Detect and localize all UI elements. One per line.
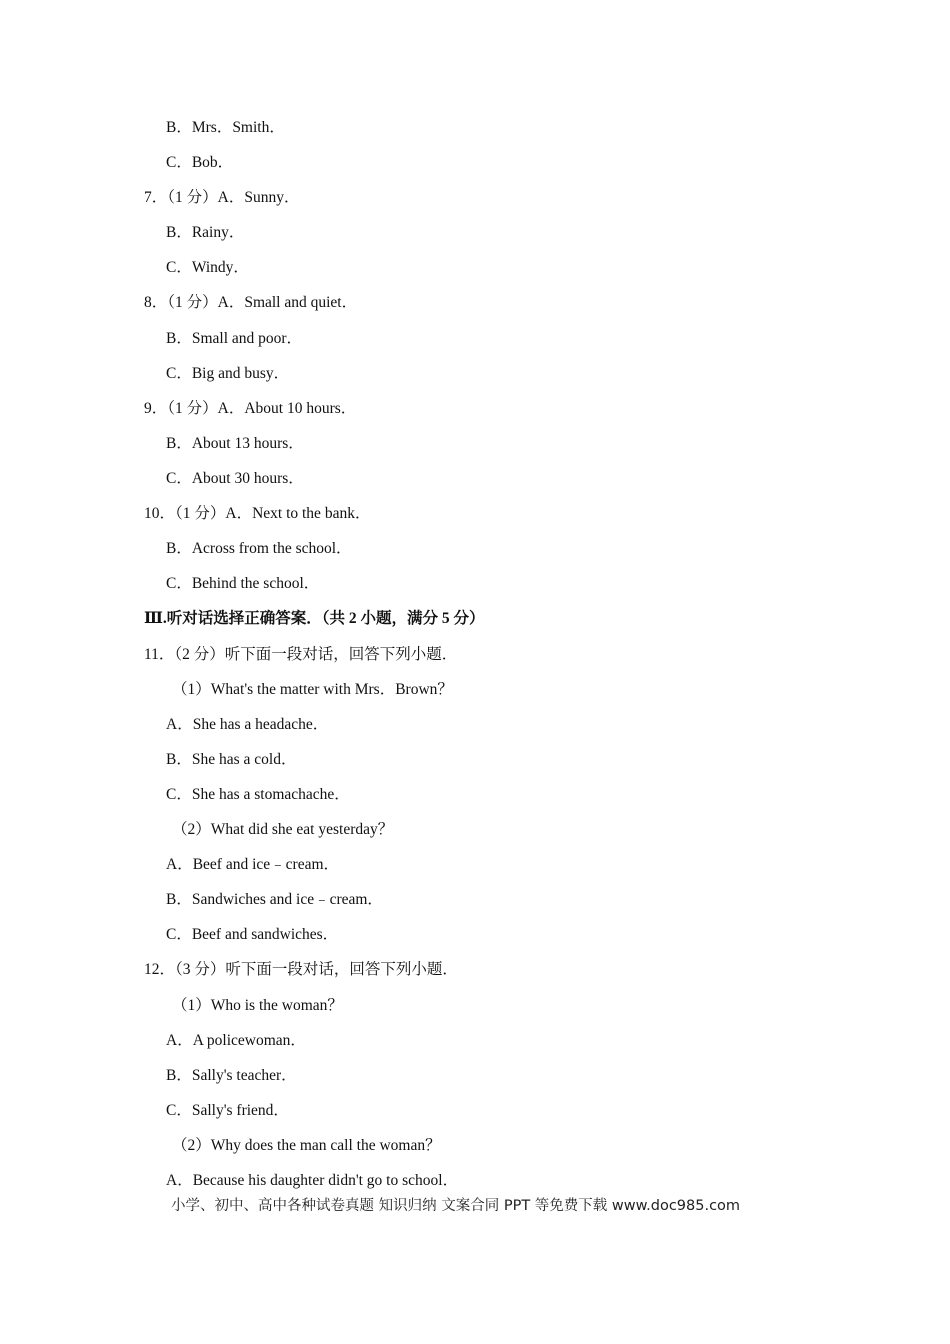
option-line: B．Sally's teacher． xyxy=(166,1067,297,1084)
option-line: B．Mrs．Smith． xyxy=(166,119,285,136)
option-line: C．Behind the school． xyxy=(166,575,320,592)
sub-question: （2）Why does the man call the woman？ xyxy=(172,1137,441,1154)
sub-question: （1）What's the matter with Mrs．Brown？ xyxy=(172,681,453,698)
option-line: A．A policewoman． xyxy=(166,1032,306,1049)
option-line: B．Across from the school． xyxy=(166,540,352,557)
question-7: 7．（1 分）A．Sunny． xyxy=(144,189,300,206)
option-line: B．About 13 hours． xyxy=(166,435,304,452)
option-line: C．Bob． xyxy=(166,154,234,171)
question-11: 11．（2 分）听下面一段对话，回答下列小题． xyxy=(144,646,458,663)
option-line: B．She has a cold． xyxy=(166,751,297,768)
option-line: C．Windy． xyxy=(166,259,249,276)
sub-question: （2）What did she eat yesterday？ xyxy=(172,821,394,838)
option-line: B．Rainy． xyxy=(166,224,245,241)
option-line: C．Sally's friend． xyxy=(166,1102,289,1119)
option-line: A．Beef and ice﹣cream． xyxy=(166,856,340,873)
option-line: C．Beef and sandwiches． xyxy=(166,926,339,943)
option-line: C．Big and busy． xyxy=(166,365,290,382)
page-footer: 小学、初中、高中各种试卷真题 知识归纳 文案合同 PPT 等免费下载 www.doc985.com xyxy=(171,1198,741,1214)
option-line: B．Small and poor． xyxy=(166,330,303,347)
question-10: 10．（1 分）A．Next to the bank． xyxy=(144,505,371,522)
option-line: C．About 30 hours． xyxy=(166,470,304,487)
option-line: C．She has a stomachache． xyxy=(166,786,350,803)
option-line: A．Because his daughter didn't go to school． xyxy=(166,1172,459,1189)
question-9: 9．（1 分）A．About 10 hours． xyxy=(144,400,357,417)
question-8: 8．（1 分）A．Small and quiet． xyxy=(144,294,358,311)
question-12: 12．（3 分）听下面一段对话，回答下列小题． xyxy=(144,961,458,978)
section-heading: Ⅲ.听对话选择正确答案．（共 2 小题，满分 5 分） xyxy=(144,610,485,627)
option-line: A．She has a headache． xyxy=(166,716,329,733)
option-line: B．Sandwiches and ice﹣cream． xyxy=(166,891,383,908)
sub-question: （1）Who is the woman？ xyxy=(172,997,343,1014)
